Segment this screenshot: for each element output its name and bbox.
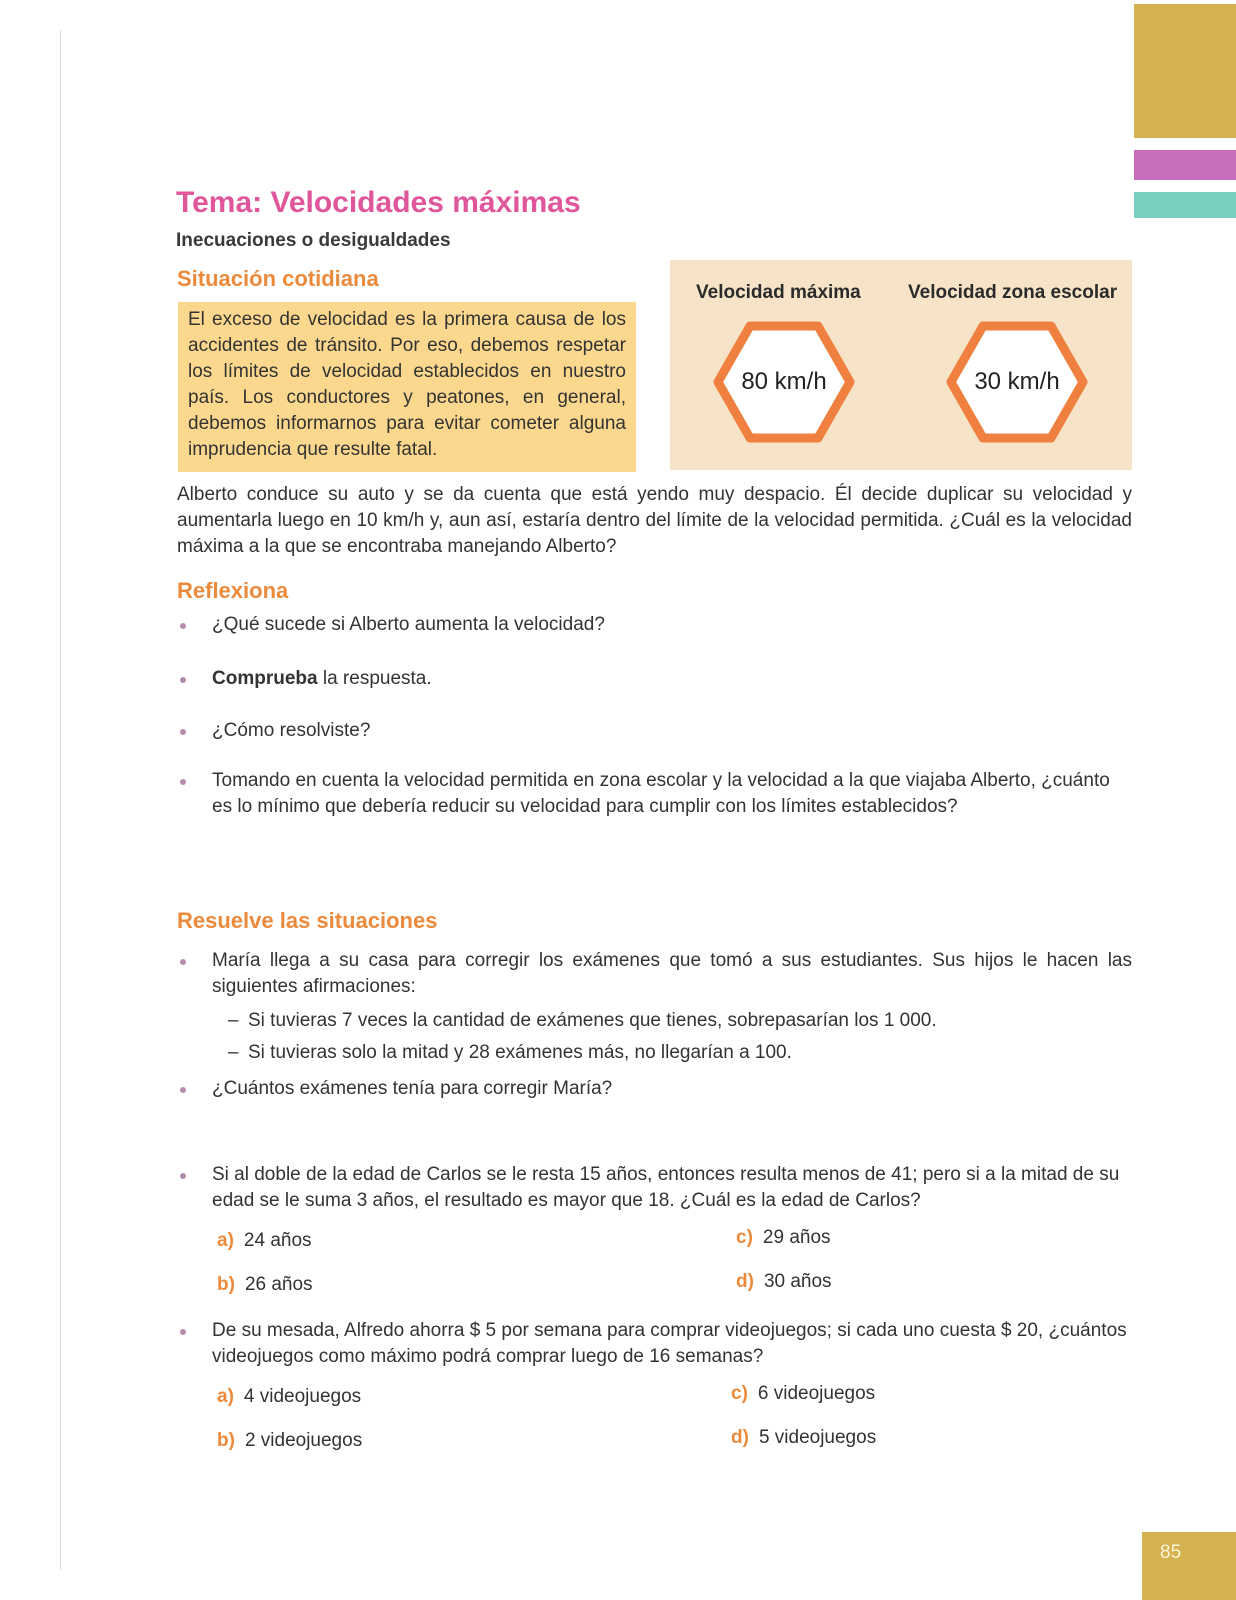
bullet-icon [180, 677, 186, 683]
reflexiona-q2-bold: Comprueba [212, 668, 318, 689]
max-speed-sign [712, 320, 856, 444]
reflexiona-q4: Tomando en cuenta la velocidad permitida en zona escolar y la velocidad a la que viajaba Alberto, ¿cuánto es lo mínimo que debería reducir su velocidad para cumplir con los límites establecidos? [212, 770, 1110, 817]
bullet-icon [180, 1087, 186, 1093]
bullet-icon [180, 729, 186, 735]
school-speed-value: 30 km/h [974, 368, 1060, 395]
page-title: Tema: Velocidades máximas [176, 186, 581, 219]
school-speed-label: Velocidad zona escolar [908, 282, 1118, 303]
bullet-icon [180, 1329, 186, 1335]
option-b: b) 2 videojuegos [217, 1430, 363, 1451]
situacion-text-box: El exceso de velocidad es la primera causa de los accidentes de tránsito. Por eso, debemos respetar los límites de velocidad establecidos en nuestro país. Los conductores y peatones, en general, debemos informarnos para evitar cometer alguna imprudencia que resulte fatal. [178, 302, 636, 472]
max-speed-value: 80 km/h [741, 368, 827, 395]
alfredo-question: De su mesada, Alfredo ahorra $ 5 por semana para comprar videojuegos; si cada uno cuesta $ 20, ¿cuántos videojuegos como máximo podrá comprar luego de 16 semanas? [212, 1320, 1127, 1367]
chapter-tab-gold [1134, 4, 1236, 138]
bullet-icon [180, 623, 186, 629]
speed-signs-panel [670, 260, 1132, 470]
option-c: c) 29 años [736, 1227, 831, 1248]
bullet-icon [180, 959, 186, 965]
chapter-tab-teal [1134, 192, 1236, 218]
page-number: 85 [1160, 1542, 1182, 1563]
carlos-question: Si al doble de la edad de Carlos se le resta 15 años, entonces resulta menos de 41; pero si a la mitad de su edad se le suma 3 años, el resultado es mayor que 18. ¿Cuál es la edad de Carlos? [212, 1164, 1120, 1211]
dash-icon: – [228, 1042, 239, 1063]
max-speed-label: Velocidad máxima [696, 282, 861, 303]
maria-statement-1: Si tuvieras 7 veces la cantidad de exámenes que tienes, sobrepasarían los 1 000. [248, 1010, 937, 1031]
option-b: b) 26 años [217, 1274, 313, 1295]
page-margin-line [60, 30, 61, 1570]
maria-statement-2: Si tuvieras solo la mitad y 28 exámenes más, no llegarían a 100. [248, 1042, 792, 1063]
maria-question: ¿Cuántos exámenes tenía para corregir María? [212, 1078, 613, 1099]
bullet-icon [180, 779, 186, 785]
option-a: a) 24 años [217, 1230, 312, 1251]
resuelve-heading: Resuelve las situaciones [177, 908, 438, 933]
situacion-heading: Situación cotidiana [177, 266, 379, 291]
school-speed-sign [945, 320, 1089, 444]
problem-statement: Alberto conduce su auto y se da cuenta que está yendo muy despacio. Él decide duplicar su velocidad y aumentarla luego en 10 km/h y, aun así, estaría dentro del límite de la velocidad permitida. ¿Cuál es la velocidad máxima a la que se encontraba manejando Alberto? [177, 484, 1132, 557]
option-d: d) 5 videojuegos [731, 1427, 877, 1448]
reflexiona-q1: ¿Qué sucede si Alberto aumenta la velocidad? [212, 614, 605, 635]
chapter-tab-pink [1134, 150, 1236, 180]
option-c: c) 6 videojuegos [731, 1383, 876, 1404]
dash-icon: – [228, 1010, 239, 1031]
option-d: d) 30 años [736, 1271, 832, 1292]
reflexiona-q2-rest: la respuesta. [317, 668, 432, 689]
maria-intro: María llega a su casa para corregir los exámenes que tomó a sus estudiantes. Sus hijos le hacen las siguientes afirmaciones: [212, 950, 1132, 997]
bullet-icon [180, 1173, 186, 1179]
reflexiona-q3: ¿Cómo resolviste? [212, 720, 371, 741]
page-number-box [1142, 1532, 1236, 1600]
option-a: a) 4 videojuegos [217, 1386, 362, 1407]
reflexiona-heading: Reflexiona [177, 578, 289, 603]
page-subtitle: Inecuaciones o desigualdades [176, 230, 451, 251]
